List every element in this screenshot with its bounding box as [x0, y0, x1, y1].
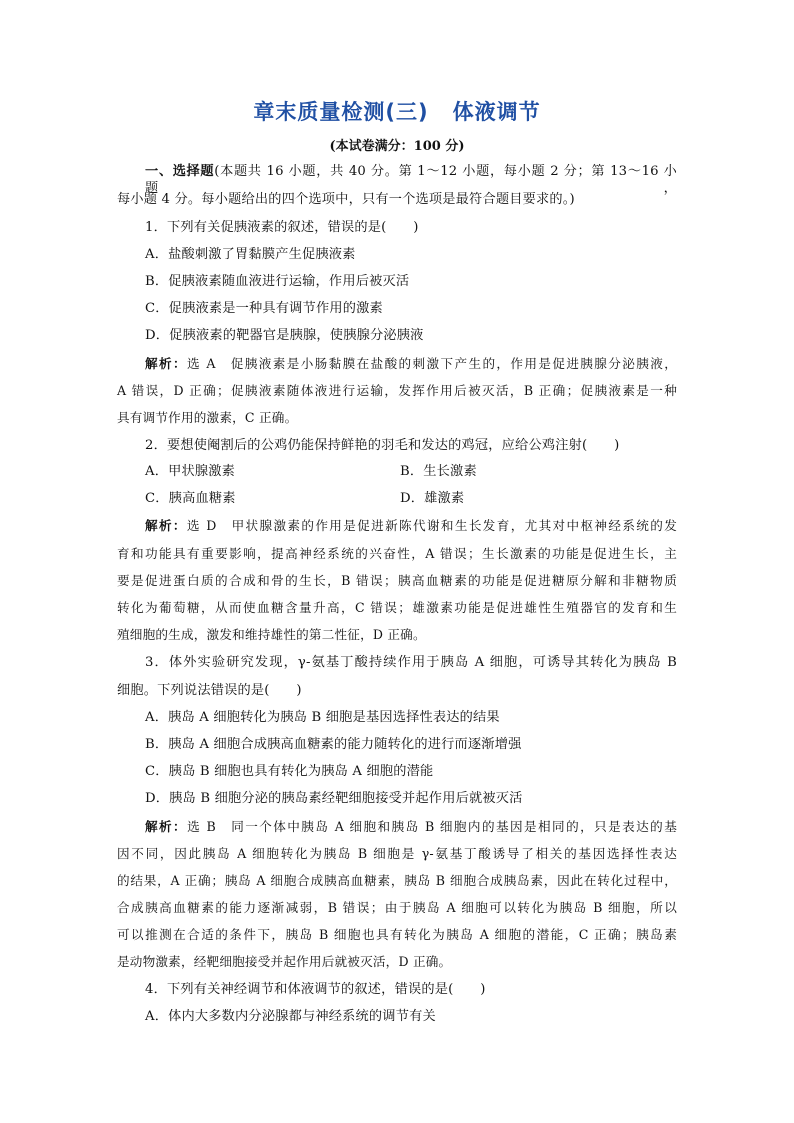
page-title	[0, 96, 794, 126]
q3-analysis-line5: 可以推测在合适的条件下，胰岛 B 细胞也具有转化为胰岛 A 细胞的潜能，C 正确；胰岛素	[117, 927, 677, 942]
q3-analysis-line4: 合成胰高血糖素的能力逐渐减弱，B 错误；由于胰岛 A 细胞可以转化为胰岛 B 细胞，所以	[117, 900, 677, 915]
q1-analysis-line3: 具有调节作用的激素，C 正确。	[117, 410, 298, 425]
title-main: 章末质量检测(三)	[253, 100, 429, 124]
analysis-label: 解析：	[145, 819, 188, 834]
q1-analysis-line2: A 错误，D 正确；促胰液素随体液进行运输，发挥作用后被灭活，B 正确；促胰液素是一种	[117, 383, 677, 398]
q2-analysis-line3: 要是促进蛋白质的合成和骨的生长，B 错误；胰高血糖素的功能是促进糖原分解和非糖物质	[117, 573, 677, 588]
q1-option-b: B．促胰液素随血液进行运输，作用后被灭活	[145, 274, 410, 289]
section-intro-line2: 每小题 4 分。每小题给出的四个选项中，只有一个选项是最符合题目要求的。)	[117, 192, 575, 207]
q2-analysis-line2: 育和功能具有重要影响，提高神经系统的兴奋性，A 错误；生长激素的功能是促进生长，主	[117, 546, 677, 561]
q3-stem-line2: 细胞。下列说法错误的是( )	[117, 683, 302, 698]
analysis-label: 解析：	[145, 356, 187, 371]
q1-stem: 1．下列有关促胰液素的叙述，错误的是( )	[145, 220, 419, 235]
section-heading: 一、选择题	[145, 164, 215, 179]
q3-stem-line1: 3．体外实验研究发现，γ-氨基丁酸持续作用于胰岛 A 细胞，可诱导其转化为胰岛 B	[145, 655, 677, 670]
q3-analysis-line1: 解析：选 B 同一个体中胰岛 A 细胞和胰岛 B 细胞内的基因是相同的，只是表达的基	[145, 819, 677, 834]
q3-option-a: A．胰岛 A 细胞转化为胰岛 B 细胞是基因选择性表达的结果	[145, 710, 500, 725]
section-intro-line1: 一、选择题(本题共 16 小题，共 40 分。第 1～12 小题，每小题 2 分；第 13～16 小题，	[145, 164, 678, 196]
q4-option-a: A．体内大多数内分泌腺都与神经系统的调节有关	[145, 1009, 436, 1024]
q2-option-c: C．胰高血糖素	[145, 491, 236, 506]
q2-option-a: A．甲状腺激素	[145, 464, 236, 479]
q1-option-d: D．促胰液素的靶器官是胰腺，使胰腺分泌胰液	[145, 328, 424, 343]
q2-option-b: B．生长激素	[400, 464, 477, 479]
q2-analysis-line5: 殖细胞的生成，激发和维持雄性的第二性征，D 正确。	[117, 627, 426, 642]
q3-analysis-line6: 是动物激素，经靶细胞接受并起作用后就被灭活，D 正确。	[117, 954, 452, 969]
q1-option-c: C．促胰液素是一种具有调节作用的激素	[145, 301, 383, 316]
q1-analysis-line1: 解析：选 A 促胰液素是小肠黏膜在盐酸的刺激下产生的，作用是促进胰腺分泌胰液，	[145, 356, 677, 371]
q4-stem: 4．下列有关神经调节和体液调节的叙述，错误的是( )	[145, 982, 486, 997]
q1-option-a: A．盐酸刺激了胃黏膜产生促胰液素	[145, 247, 356, 262]
exam-score-note: (本试卷满分：100 分)	[329, 139, 465, 154]
q3-analysis-line3: 的结果，A 正确；胰岛 A 细胞合成胰高血糖素，胰岛 B 细胞合成胰岛素，因此在转化过程中，	[117, 873, 677, 888]
q2-stem: 2．要想使阉割后的公鸡仍能保持鲜艳的羽毛和发达的鸡冠，应给公鸡注射( )	[145, 438, 620, 453]
q2-analysis-line1: 解析：选 D 甲状腺激素的作用是促进新陈代谢和生长发育，尤其对中枢神经系统的发	[145, 518, 677, 533]
title-topic: 体液调节	[452, 100, 541, 124]
analysis-label: 解析：	[145, 518, 187, 533]
q3-option-b: B．胰岛 A 细胞合成胰高血糖素的能力随转化的进行而逐渐增强	[145, 737, 522, 752]
q2-analysis-line4: 转化为葡萄糖，从而使血糖含量升高，C 错误；雄激素功能是促进雄性生殖器官的发育和生	[117, 600, 677, 615]
q2-option-d: D．雄激素	[400, 491, 465, 506]
q3-analysis-line2: 因不同，因此胰岛 A 细胞转化为胰岛 B 细胞是 γ-氨基丁酸诱导了相关的基因选择性表达	[117, 846, 677, 861]
q3-option-d: D．胰岛 B 细胞分泌的胰岛素经靶细胞接受并起作用后就被灭活	[145, 791, 523, 806]
q3-option-c: C．胰岛 B 细胞也具有转化为胰岛 A 细胞的潜能	[145, 764, 434, 779]
